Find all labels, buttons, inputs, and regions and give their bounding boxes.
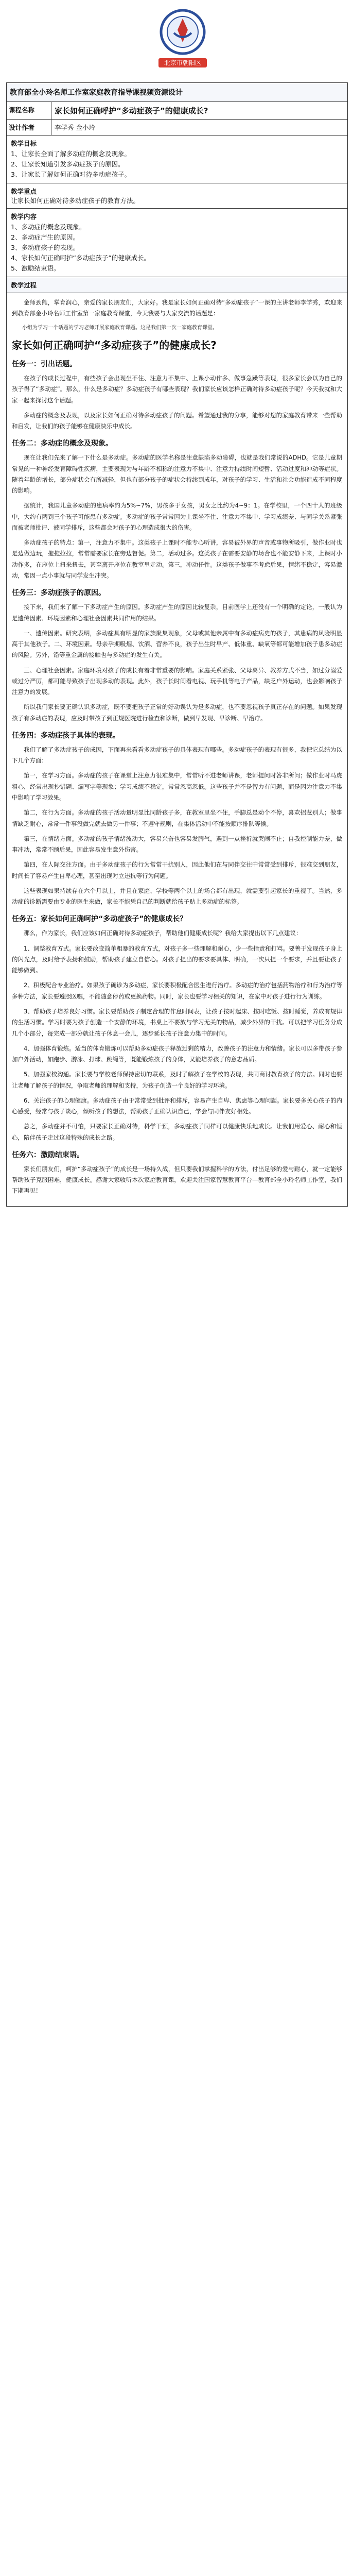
process-header-row xyxy=(7,277,347,293)
task5-paragraph: 1、调整教育方式。家长要改变简单粗暴的教育方式，对孩子多一些理解和耐心，少一些指责和打骂。要善于发现孩子身上的闪光点，及时给予表扬和鼓励，帮助孩子建立自信心。对孩子提出的要求要具体、明确，一次只提一个要求，并且要让孩子能够做到。 xyxy=(12,944,342,974)
task1-paragraph: 多动症的概念及表现，以及家长如何正确对待多动症孩子的问题。希望通过我的分享，能够对您的家庭教育带来一些帮助和启发，让我们的孩子能够在健康快乐中成长。 xyxy=(12,411,342,430)
task5-paragraph: 4、加强体育锻炼。适当的体育锻炼可以帮助多动症孩子释放过剩的精力，改善孩子的注意力和情绪。家长可以多带孩子参加户外活动，如跑步、游泳、打球、跳绳等，既能锻炼孩子的身体，又能培养孩子的意志品质。 xyxy=(12,1044,342,1063)
objective-item: 3、让家长了解如何正确对待多动症孩子。 xyxy=(11,171,131,178)
content-item: 4、家长如何正确呵护“多动症孩子”的健康成长。 xyxy=(11,254,150,262)
content-item: 2、多动症产生的原因。 xyxy=(11,233,79,241)
course-name: 家长如何正确呼护“多动症孩子”的健康成长? xyxy=(55,106,208,115)
task1-paragraph: 在孩子的成长过程中，有些孩子会出现坐不住、注意力不集中、上课小动作多、做事急躁等表现，很多家长会以为自己的孩子得了“多动症”。那么，什么是多动症？多动症孩子有哪些表现？我们家长应该怎样正确对待多动症孩子呢？今天我就和大家一起来探讨这个话题。 xyxy=(12,375,342,404)
keypoints-row xyxy=(7,183,347,209)
document-title: 教育部全小玲名师工作室家庭教育指导课视频资源设计 xyxy=(10,89,183,97)
contents-list xyxy=(11,222,343,273)
course-label: 课程名称 xyxy=(7,102,51,119)
task4-paragraph: 第四，在人际交往方面。由于多动症孩子的行为常常干扰别人，因此他们在与同伴交往中常常受到排斥，很难交到朋友，时间长了容易产生自卑心理，甚至出现对立违抗等行为问题。 xyxy=(12,861,342,879)
logo-text: 北京市朝阳区 xyxy=(164,59,202,66)
task5-paragraph: 总之，多动症并不可怕，只要家长正确对待，科学干预，多动症孩子同样可以健康快乐地成长。让我们用爱心、耐心和恒心，陪伴孩子走过这段特殊的成长之路。 xyxy=(12,1123,342,1141)
task3-paragraph: 三、心理社会因素。家庭环境对孩子的成长有着非常重要的影响。家庭关系紧张、父母离异、教养方式不当，如过分溺爱或过分严厉，都可能导致孩子出现多动的表现。此外，孩子长时间看电视、玩手机等电子产品，缺乏户外运动，也会影响孩子注意力的发展。 xyxy=(12,666,342,696)
task2-paragraph: 多动症孩子的特点：第一，注意力不集中。这类孩子上课时不能专心听讲，容易被外界的声音或事物所吸引，做作业时也是边做边玩，拖拖拉拉，常常需要家长在旁边督促。第二，活动过多。这类孩子在需要安静的场合也不能安静下来，上课时小动作多，在座位上扭来扭去，甚至离开座位在教室里走动。第三，冲动任性。这类孩子做事不考虑后果，情绪不稳定，容易激动，常因一点小事就与同学发生冲突。 xyxy=(12,539,342,580)
task6-paragraph: 家长们朋友们，呵护“多动症孩子”的成长是一场持久战，但只要我们掌握科学的方法，付出足够的爱与耐心，就一定能够帮助孩子克服困难，健康成长。感谢大家收听本次家庭教育课，欢迎关注国家智慧教育平台—教育部全小玲名师工作室，我们下期再见！ xyxy=(12,1165,342,1195)
task3-paragraph: 接下来，我们来了解一下多动症产生的原因。多动症产生的原因比较复杂，目前医学上还没有一个明确的定论，一般认为是遗传因素、环境因素和心理社会因素共同作用的结果。 xyxy=(12,603,342,622)
process-body-row xyxy=(7,293,347,1206)
contents-row xyxy=(7,209,347,277)
designer-row xyxy=(7,120,347,135)
objectives-row xyxy=(7,135,347,183)
school-logo-icon xyxy=(140,5,225,75)
task2-paragraph: 据统计，我国儿童多动症的患病率约为5%~7%，男孩多于女孩，男女之比约为4~9：1。在学校里，一个四十人的班级中，大约有两到三个孩子可能患有多动症。多动症的孩子常常因为上课坐不住、注意力不集中、学习成绩差、与同学关系紧张而被老师批评、被同学排斥，这些都会对孩子的心理造成很大的伤害。 xyxy=(12,502,342,531)
lesson-plan-table xyxy=(6,82,348,1207)
task6-heading: 任务六：激励结束语。 xyxy=(12,1150,84,1159)
task4-heading: 任务四：多动症孩子具体的表现。 xyxy=(12,731,120,740)
keypoints-label: 教学重点 xyxy=(11,188,37,195)
content-item: 5、激励结束语。 xyxy=(11,264,60,272)
objective-item: 1、让家长全面了解多动症的概念及现象。 xyxy=(11,150,131,158)
task4-paragraph: 第一，在学习方面。多动症的孩子在课堂上注意力很难集中，常常听不进老师讲课，老师提问时答非所问；做作业时马虎粗心，经常出现抄错题、漏写字等现象；学习成绩不稳定，常常忽高忽低。这些孩子并不是智力有问题，而是因为注意力不集中影响了学习效果。 xyxy=(12,772,342,801)
task5-paragraph: 6、关注孩子的心理健康。多动症孩子由于常常受到批评和排斥，容易产生自卑、焦虑等心理问题。家长要多关心孩子的内心感受，经常与孩子谈心，倾听孩子的想法，帮助孩子正确认识自己，学会与同伴友好相处。 xyxy=(12,1096,342,1115)
contents-label: 教学内容 xyxy=(11,213,37,221)
course-row xyxy=(7,102,347,120)
task4-paragraph: 这些表现如果持续存在六个月以上，并且在家庭、学校等两个以上的场合都有出现，就需要引起家长的重视了。当然，多动症的诊断需要由专业的医生来做，家长不能凭自己的判断就给孩子贴上多动症的标签。 xyxy=(12,887,342,906)
objective-item: 2、让家长知道引发多动症孩子的原因。 xyxy=(11,160,125,168)
process-body xyxy=(7,293,347,1206)
task2-heading: 任务二：多动症的概念及现象。 xyxy=(12,439,113,448)
content-item: 1、多动症的概念及现象。 xyxy=(11,223,86,231)
task5-paragraph: 5、加强家校沟通。家长要与学校老师保持密切的联系，及时了解孩子在学校的表现，共同商讨教育孩子的方法。同时也要让老师了解孩子的情况，争取老师的理解和支持，为孩子创造一个良好的学习环境。 xyxy=(12,1071,342,1089)
task5-paragraph: 2、积极配合专业治疗。如果孩子确诊为多动症，家长要积极配合医生进行治疗。多动症的治疗包括药物治疗和行为治疗等多种方法，家长要遵照医嘱，不能随意停药或更换药物。同时，家长也要学习相关的知识，在家中对孩子进行行为训练。 xyxy=(12,981,342,1000)
task3-paragraph: 一、遗传因素。研究表明，多动症具有明显的家族聚集现象，父母或其他亲属中有多动症病史的孩子，其患病的风险明显高于其他孩子。二、环境因素。母亲孕期吸烟、饮酒、营养不良，孩子出生时早产、低体重、缺氧等都可能增加孩子患多动症的风险。另外，铅等重金属的接触也与多动症的发生有关。 xyxy=(12,629,342,659)
intro-paragraph: 金师劲熊，掌育润心，亲爱的家长朋友们，大家好。我是家长如何正确对待“多动症孩子”一课的主讲老师李学秀，欢迎来到教育部金小玲名师工作室第一家庭教育课堂，今天我要与大家交流的话题是： xyxy=(12,299,342,317)
task2-paragraph: 现在让我们先来了解一下什么是多动症。多动症的医学名称是注意缺陷多动障碍，也就是我们常说的ADHD。它是儿童期常见的一种神经发育障碍性疾病，主要表现为与年龄不相称的注意力不集中、注意力持续时间短暂、活动过度和冲动等症状。随着年龄的增长，部分症状会有所减轻，但也有部分孩子的症状会持续到成年，对孩子的学习、生活和社会功能造成不同程度的影响。 xyxy=(12,454,342,495)
header-banner xyxy=(6,0,347,83)
lesson-big-title: 家长如何正确呵护“多动症孩子”的健康成长? xyxy=(12,339,217,352)
task1-heading: 任务一：引出话题。 xyxy=(12,360,77,369)
title-row xyxy=(7,83,347,102)
task4-paragraph: 第三，在情绪方面。多动症的孩子情绪波动大，容易兴奋也容易发脾气，遇到一点挫折就哭闹不止；自我控制能力差，做事冲动，常常不顾后果，因此容易发生意外伤害。 xyxy=(12,835,342,854)
task4-paragraph: 第二，在行为方面。多动症的孩子活动量明显比同龄孩子多，在教室里坐不住，手脚总是动个不停，喜欢招惹别人；做事情缺乏耐心，常常一件事没做完就去做另一件事；不遵守规则，在集体活动中不能按顺序排队等候。 xyxy=(12,809,342,827)
designer-label: 设计作者 xyxy=(7,120,51,135)
task4-paragraph: 我们了解了多动症孩子的成因，下面再来看看多动症孩子的具体表现有哪些。多动症孩子的表现有很多，我把它总结为以下几个方面： xyxy=(12,745,342,765)
objectives-list xyxy=(11,149,343,179)
content-item: 3、多动症孩子的表现。 xyxy=(11,244,79,251)
process-label: 教学过程 xyxy=(7,277,347,293)
designer-names: 李学秀 金小玲 xyxy=(55,124,95,131)
task5-heading: 任务五：家长如何正确呵护“多动症孩子”的健康成长？ xyxy=(12,915,187,924)
task3-paragraph: 所以我们家长要正确认识多动症，既不要把孩子正常的好动误认为是多动症，也不要忽视孩子真正存在的问题。如果发现孩子有多动症的表现，应及时带孩子到正规医院进行检查和诊断，做到早发现、早诊断、早治疗。 xyxy=(12,703,342,722)
task5-paragraph: 那么，作为家长，我们应该如何正确对待多动症孩子，帮助他们健康成长呢？我给大家提出以下几点建议： xyxy=(24,929,302,937)
task3-heading: 任务三：多动症孩子的原因。 xyxy=(12,589,105,598)
keypoint-item: 让家长如何正确对待多动症孩子的教育方法。 xyxy=(11,197,140,205)
intro-note: 小组为学习一个话题的学习老师开展家庭教育课题。这是我们第一次一家庭教育课堂。 xyxy=(22,325,218,331)
task5-paragraph: 3、帮助孩子培养良好习惯。家长要帮助孩子制定合理的作息时间表，让孩子按时起床、按时吃饭、按时睡觉，养成有规律的生活习惯。学习时要为孩子创造一个安静的环境，书桌上不要放与学习无关的物品，减少外界的干扰。可以把学习任务分成几个小部分，每完成一部分就让孩子休息一会儿，逐步延长孩子注意力集中的时间。 xyxy=(12,1007,342,1037)
objectives-label: 教学目标 xyxy=(11,140,37,147)
